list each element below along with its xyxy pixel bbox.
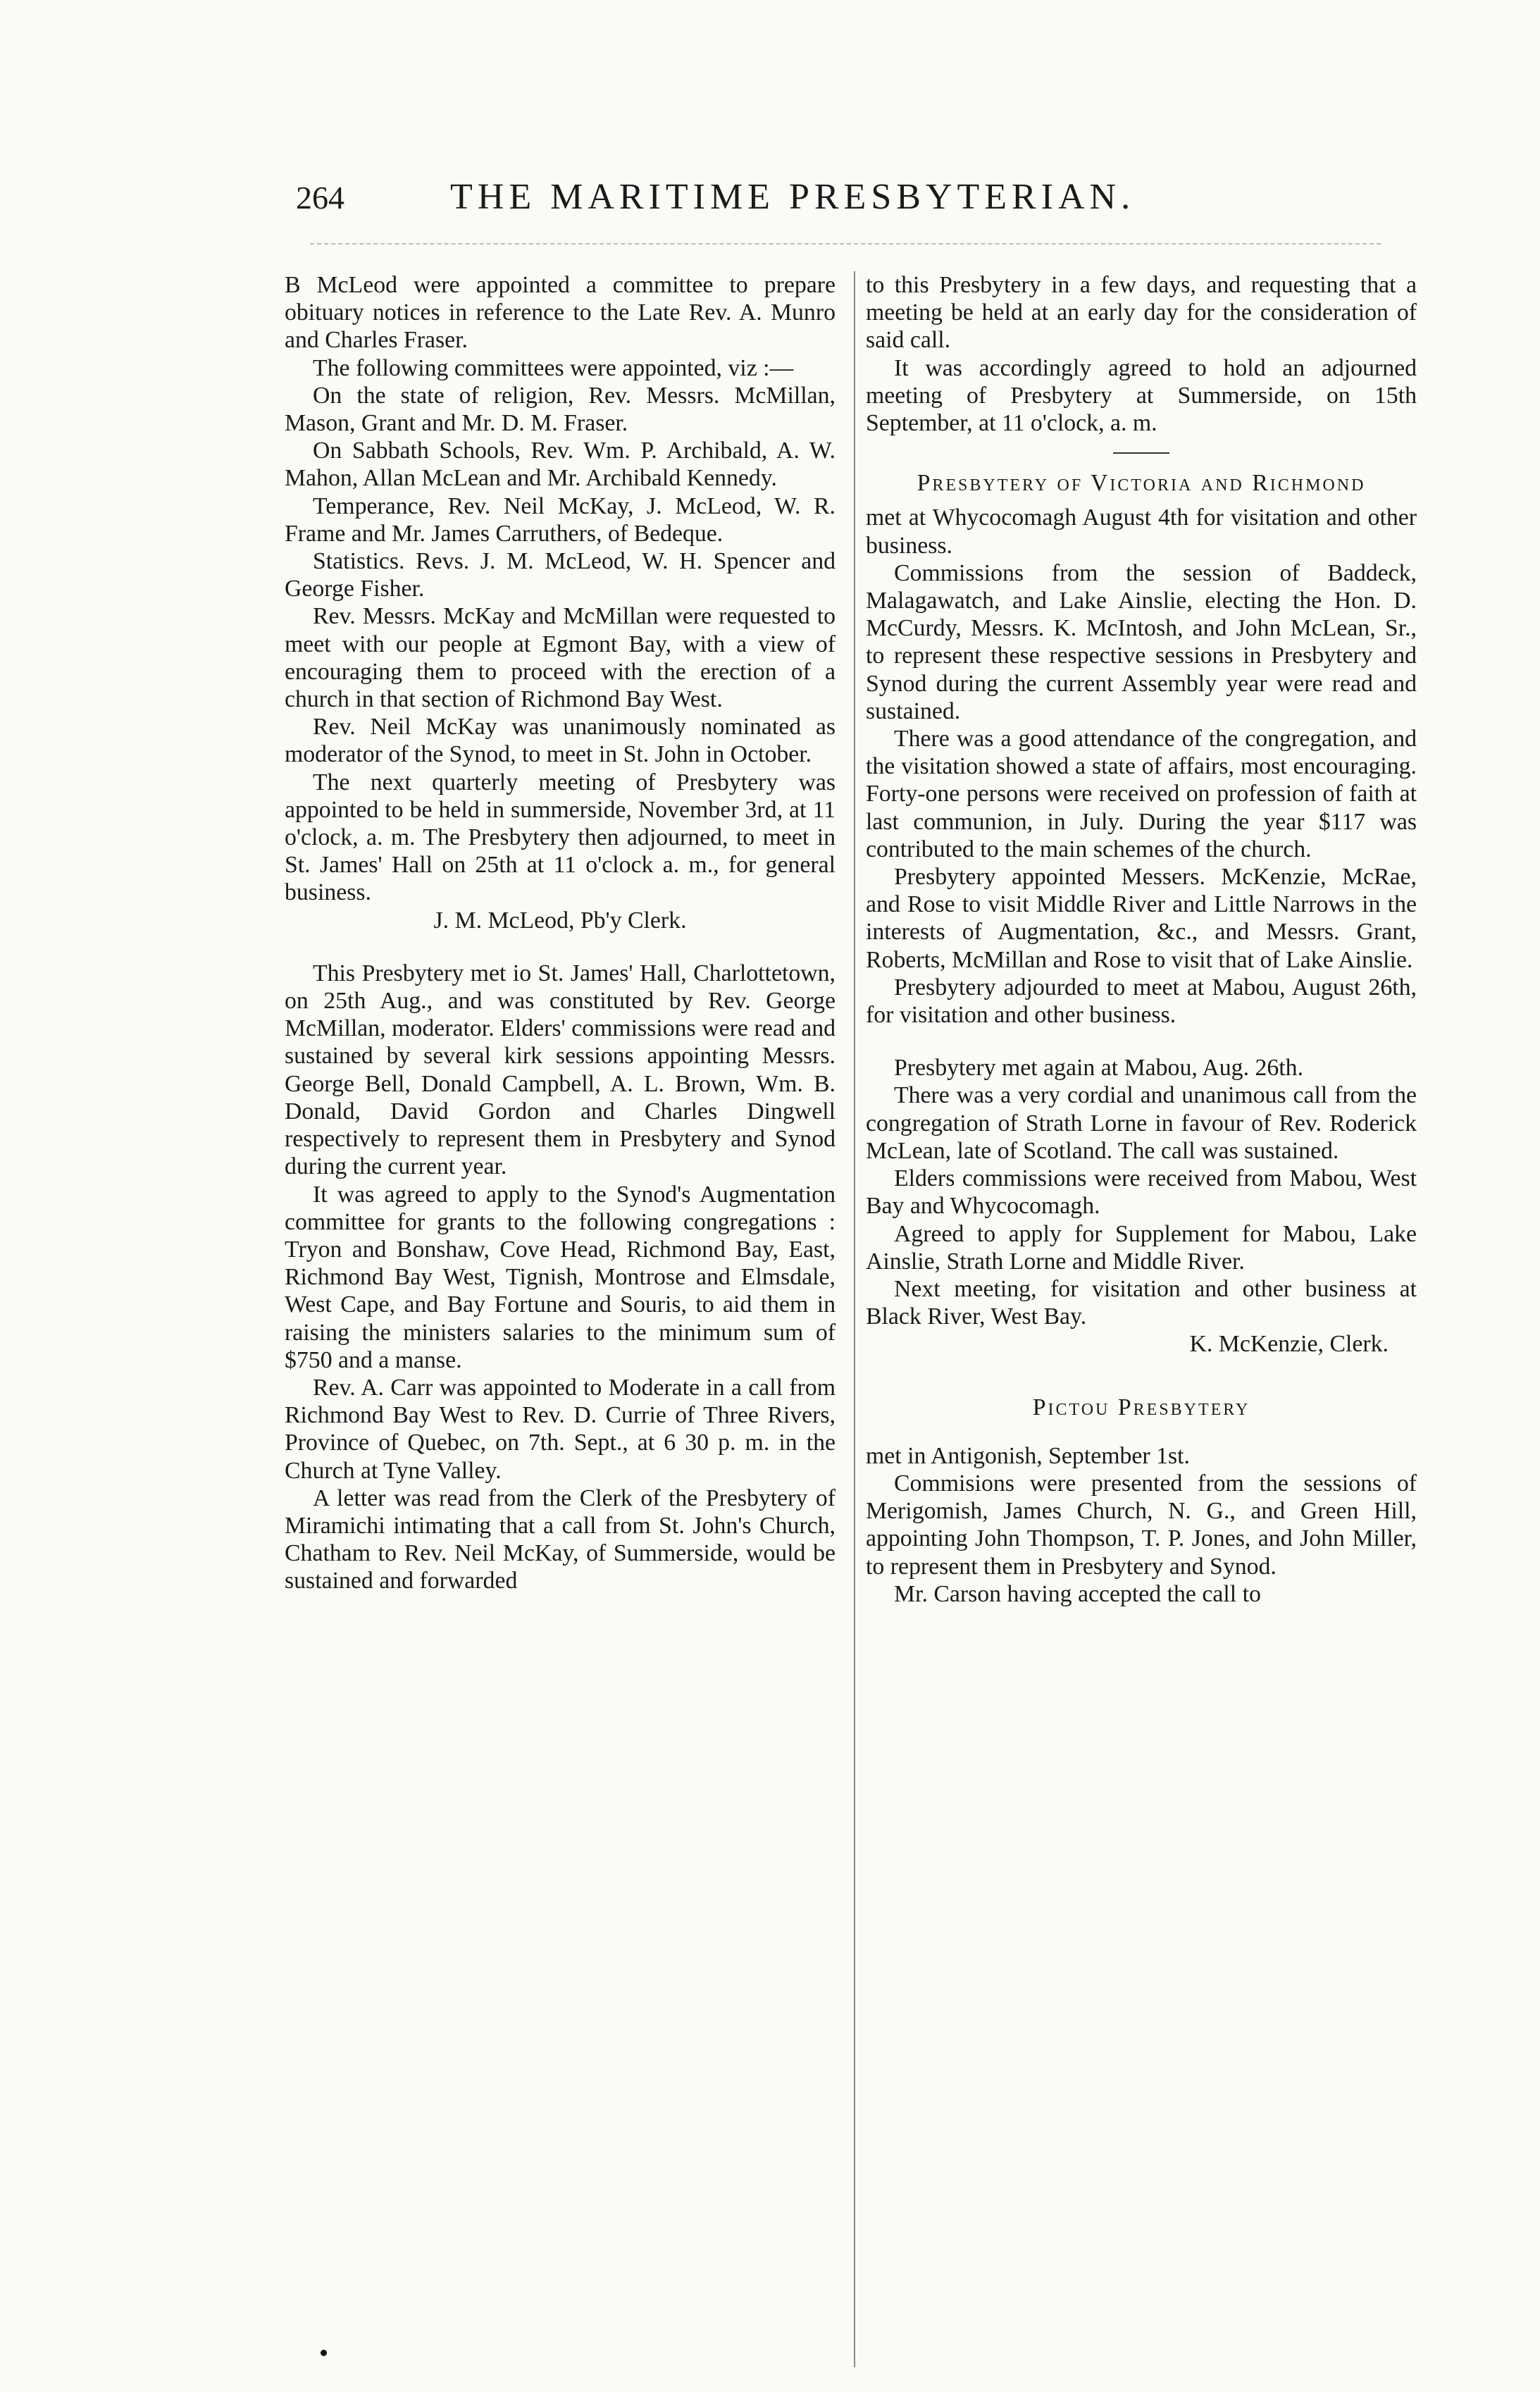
paragraph: Statistics. Revs. J. M. McLeod, W. H. Spencer and George Fisher.	[285, 548, 836, 602]
paragraph: The following committees were appointed, viz :—	[313, 354, 794, 381]
paragraph: Elders commissions were received from Mabou, West Bay and Whycocomagh.	[866, 1165, 1417, 1220]
page-header	[296, 176, 1395, 225]
paragraph: Mr. Carson having accepted the call to	[894, 1580, 1261, 1607]
paragraph: Temperance, Rev. Neil McKay, J. McLeod, W. R. Frame and Mr. James Carruthers, of Bedeque.	[285, 492, 836, 547]
paragraph: Presbytery adjourded to meet at Mabou, August 26th, for visitation and other business.	[866, 974, 1417, 1029]
paragraph: met in Antigonish, September 1st.	[866, 1442, 1190, 1469]
paragraph: On the state of religion, Rev. Messrs. McMillan, Mason, Grant and Mr. D. M. Fraser.	[285, 382, 836, 437]
paragraph: to this Presbytery in a few days, and requesting that a meeting be held at an early day for the consideration of said call.	[866, 272, 1417, 354]
paragraph: Presbytery appointed Messers. McKenzie, McRae, and Rose to visit Middle River and Little Narrows in the interests of Augmentation, &c., and Messrs. Grant, Roberts, McMillan and Rose to visit that of Lake Ainslie.	[866, 864, 1417, 973]
signature: J. M. McLeod, Pb'y Clerk.	[433, 907, 687, 934]
paragraph: There was a very cordial and unanimous call from the congregation of Strath Lorne in favour of Rev. Roderick McLean, late of Scotland. The call was sustained.	[866, 1082, 1417, 1164]
paragraph: Rev. Neil McKay was unanimously nominated as moderator of the Synod, to meet in St. John in October.	[285, 714, 836, 768]
page-number: 264	[296, 180, 344, 216]
paragraph: Rev. Messrs. McKay and McMillan were requested to meet with our people at Egmont Bay, with a view of encouraging them to proceed with the erection of a church in that section of Richmond Bay West.	[285, 603, 836, 713]
paragraph: Presbytery met again at Mabou, Aug. 26th.	[894, 1055, 1304, 1082]
ink-mark	[321, 2350, 327, 2356]
paragraph: This Presbytery met io St. James' Hall, Charlottetown, on 25th Aug., and was constituted by Rev. George McMillan, moderator. Elders' commissions were read and sustained by several kirk sessions appointing Messrs. George Bell, Donald Campbell, A. L. Brown, Wm. B. Donald, David Gordon and Charles Dingwell respectively to represent them in Presbytery and Synod during the current year.	[285, 960, 836, 1180]
paragraph: A letter was read from the Clerk of the Presbytery of Miramichi intimating that a call from St. John's Church, Chatham to Rev. Neil McKay, of Summerside, would be sustained and forwarded	[285, 1485, 836, 1594]
paragraph: It was accordingly agreed to hold an adjourned meeting of Presbytery at Summerside, on 15th September, at 11 o'clock, a. m.	[866, 354, 1417, 437]
paragraph: Agreed to apply for Supplement for Mabou, Lake Ainslie, Strath Lorne and Middle River.	[866, 1220, 1417, 1275]
right-column	[866, 271, 1417, 1608]
section-heading: Presbytery of Victoria and Richmond	[917, 470, 1366, 497]
running-title: THE MARITIME PRESBYTERIAN.	[450, 177, 1136, 217]
left-column	[285, 271, 836, 1595]
paragraph: Commisions were presented from the sessions of Merigomish, James Church, N. G., and Green Hill, appointing John Thompson, T. P. Jones, and John Miller, to represent them in Presbytery and Synod.	[866, 1470, 1417, 1580]
paragraph: met at Whycocomagh August 4th for visitation and other business.	[866, 504, 1417, 559]
section-rule	[1113, 452, 1169, 454]
paragraph: The next quarterly meeting of Presbytery was appointed to be held in summerside, November 3rd, at 11 o'clock, a. m. The Presbytery then adjourned, to meet in St. James' Hall on 25th at 11 o'clock a. m., for general business.	[285, 769, 836, 906]
section-heading: Pictou Presbytery	[1032, 1394, 1250, 1420]
paragraph: B McLeod were appointed a committee to prepare obituary notices in reference to the Late Rev. A. Munro and Charles Fraser.	[285, 272, 836, 354]
column-divider	[854, 271, 855, 2367]
paragraph: Rev. A. Carr was appointed to Moderate in a call from Richmond Bay West to Rev. D. Currie of Three Rivers, Province of Quebec, on 7th. Sept., at 6 30 p. m. in the Church at Tyne Valley.	[285, 1374, 836, 1484]
paragraph: It was agreed to apply to the Synod's Augmentation committee for grants to the following congregations : Tryon and Bonshaw, Cove Head, Richmond Bay, East, Richmond Bay West, Tignish, Montrose and Elmsdale, West Cape, and Bay Fortune and Souris, to aid them in raising the ministers salaries to the minimum sum of $750 and a manse.	[285, 1181, 836, 1373]
paragraph: Commissions from the session of Baddeck, Malagawatch, and Lake Ainslie, electing the Hon. D. McCurdy, Messrs. K. McIntosh, and John McLean, Sr., to represent these respective sessions in Presbytery and Synod during the current Assembly year were read and sustained.	[866, 559, 1417, 724]
paragraph: On Sabbath Schools, Rev. Wm. P. Archibald, A. W. Mahon, Allan McLean and Mr. Archibald Kennedy.	[285, 438, 836, 492]
paragraph: There was a good attendance of the congregation, and the visitation showed a state of affairs, most encouraging. Forty-one persons were received on profession of faith at last communion, in July. During the year $117 was contributed to the main schemes of the church.	[866, 726, 1417, 862]
signature: K. McKenzie, Clerk.	[1189, 1331, 1389, 1358]
paragraph: Next meeting, for visitation and other business at Black River, West Bay.	[866, 1275, 1417, 1330]
header-rule	[310, 243, 1381, 244]
